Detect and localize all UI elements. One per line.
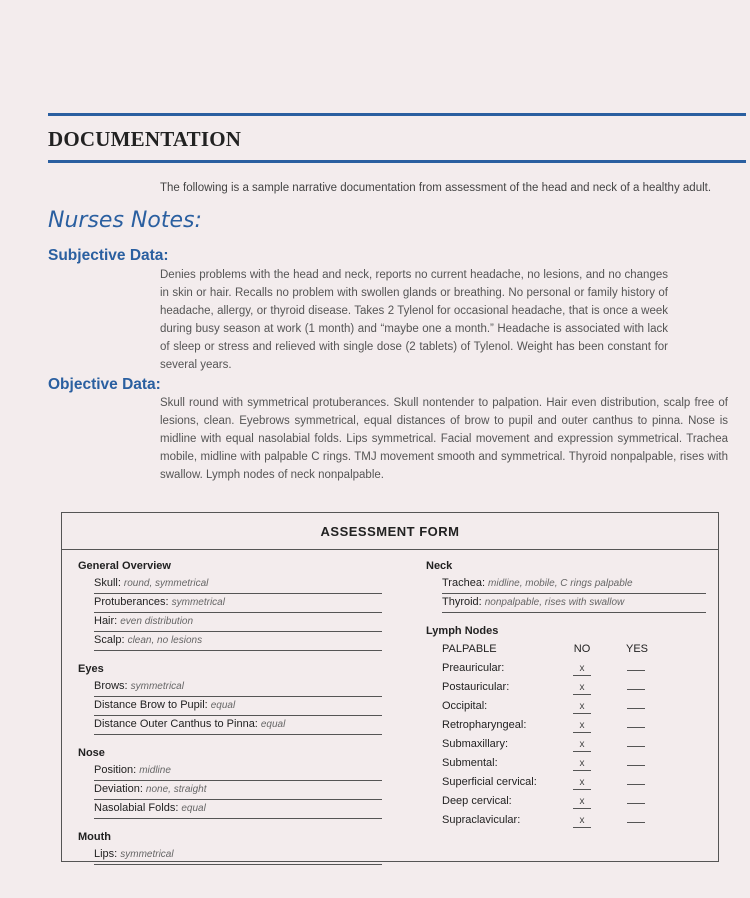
palpable-label: PALPABLE (442, 643, 497, 655)
lips-field: Lips: symmetrical (94, 846, 382, 865)
lymph-nodes-heading: Lymph Nodes (426, 625, 499, 637)
top-divider (48, 113, 746, 116)
yes-checkbox[interactable] (627, 659, 645, 671)
yes-checkbox[interactable] (627, 811, 645, 823)
trachea-field: Trachea: midline, mobile, C rings palpable (442, 575, 706, 594)
yes-checkbox[interactable] (627, 678, 645, 690)
lymph-node-label: Submental: (442, 757, 498, 769)
eyes-heading: Eyes (78, 663, 104, 675)
yes-column-label: YES (626, 643, 649, 655)
lymph-node-label: Deep cervical: (442, 795, 512, 807)
yes-checkbox[interactable] (627, 754, 645, 766)
brow-to-pupil-field: Distance Brow to Pupil: equal (94, 697, 382, 716)
lymph-node-label: Retropharyngeal: (442, 719, 527, 731)
title-divider (48, 160, 746, 163)
lymph-node-row (442, 678, 706, 697)
intro-text: The following is a sample narrative documentation from assessment of the head and neck of a healthy adult. (160, 182, 712, 194)
nose-heading: Nose (78, 747, 105, 759)
lymph-node-row (442, 811, 706, 830)
brows-field: Brows: symmetrical (94, 678, 382, 697)
no-checkbox[interactable]: x (573, 663, 591, 676)
objective-heading: Objective Data: (48, 376, 161, 393)
protuberances-field: Protuberances: symmetrical (94, 594, 382, 613)
mouth-heading: Mouth (78, 831, 111, 843)
form-title-divider (62, 549, 718, 550)
nose-position-field: Position: midline (94, 762, 382, 781)
lymph-node-row (442, 697, 706, 716)
no-checkbox[interactable]: x (573, 758, 591, 771)
no-checkbox[interactable]: x (573, 701, 591, 714)
lymph-node-row (442, 792, 706, 811)
subjective-text: Denies problems with the head and neck, reports no current headache, no lesions, and no changes in skin or hair. Recalls no problem with swollen glands or breathing. No personal or family history of headache, allergy, or thyroid disease. Takes 2 Tylenol for occasional headache, that is once a week during busy season at work (1 month) and “maybe one a month.” Headache is associated with lack of sleep or stress and relieved with single dose (2 tablets) of Tylenol. Weight has been constant for several years. (160, 269, 668, 371)
lymph-node-label: Submaxillary: (442, 738, 509, 750)
objective-text: Skull round with symmetrical protuberances. Skull nontender to palpation. Hair even distribution, scalp free of lesions, clean. Eyebrows symmetrical, equal distances of brow to pupil and outer canthus to pinna. Nose is midline with equal nasolabial folds. Lips symmetrical. Facial movement and expression symmetrical. Trachea mobile, midline with palpable C rings. TMJ movement smooth and symmetrical. Thyroid nonpalpable, rises with swallow. Lymph nodes of neck nonpalpable. (160, 397, 728, 481)
yes-checkbox[interactable] (627, 716, 645, 728)
lymph-rows (426, 659, 706, 830)
no-checkbox[interactable]: x (573, 682, 591, 695)
lymph-node-row (442, 716, 706, 735)
nasolabial-folds-field: Nasolabial Folds: equal (94, 800, 382, 819)
no-checkbox[interactable]: x (573, 815, 591, 828)
scalp-field: Scalp: clean, no lesions (94, 632, 382, 651)
nurses-notes-heading: Nurses Notes: (48, 208, 202, 233)
assessment-form (61, 512, 719, 862)
general-overview-heading: General Overview (78, 560, 171, 572)
nose-deviation-field: Deviation: none, straight (94, 781, 382, 800)
lymph-node-row (442, 735, 706, 754)
form-left-column (78, 557, 382, 865)
canthus-to-pinna-field: Distance Outer Canthus to Pinna: equal (94, 716, 382, 735)
yes-checkbox[interactable] (627, 697, 645, 709)
lymph-node-label: Postauricular: (442, 681, 510, 693)
yes-checkbox[interactable] (627, 773, 645, 785)
lymph-node-row (442, 754, 706, 773)
page-title: DOCUMENTATION (48, 127, 242, 151)
no-checkbox[interactable]: x (573, 796, 591, 809)
skull-field: Skull: round, symmetrical (94, 575, 382, 594)
lymph-node-row (442, 773, 706, 792)
form-right-column (426, 557, 706, 830)
no-checkbox[interactable]: x (573, 777, 591, 790)
hair-field: Hair: even distribution (94, 613, 382, 632)
neck-heading: Neck (426, 560, 453, 572)
yes-checkbox[interactable] (627, 735, 645, 747)
lymph-node-label: Preauricular: (442, 662, 505, 674)
lymph-node-row (442, 659, 706, 678)
thyroid-field: Thyroid: nonpalpable, rises with swallow (442, 594, 706, 613)
no-checkbox[interactable]: x (573, 739, 591, 752)
lymph-node-label: Superficial cervical: (442, 776, 537, 788)
no-column-label: NO (573, 643, 591, 655)
lymph-node-label: Occipital: (442, 700, 488, 712)
no-checkbox[interactable]: x (573, 720, 591, 733)
lymph-node-label: Supraclavicular: (442, 814, 521, 826)
yes-checkbox[interactable] (627, 792, 645, 804)
form-title: ASSESSMENT FORM (320, 524, 460, 539)
subjective-heading: Subjective Data: (48, 247, 169, 264)
lymph-header-row (442, 640, 706, 659)
